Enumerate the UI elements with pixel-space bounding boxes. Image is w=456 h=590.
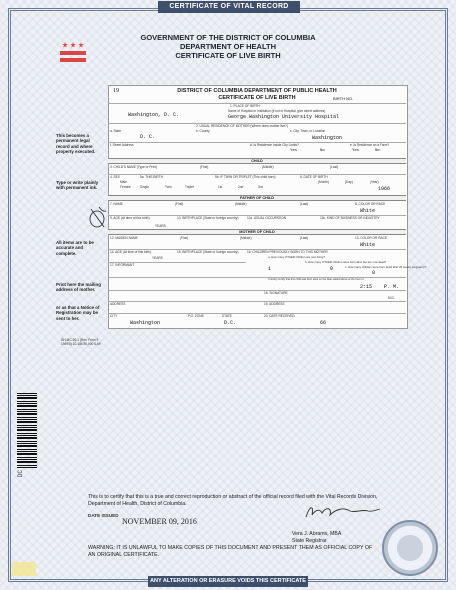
mother-middle-label: (Middle) [240,236,252,240]
form-year-prefix: 19 [113,88,119,94]
side-note-mailing: Print here the mailing address of mother. [56,282,101,293]
place-of-birth-label: 1. PLACE OF BIRTH [230,104,260,108]
farm-yes: Yes [352,149,360,153]
side-note-permanent: This becomes a permanent legal record and where property executed. [56,133,96,155]
dob-year-label: (Year) [370,180,379,184]
father-last-label: (Last) [300,202,309,206]
birth-hour: 2:15 [360,284,373,290]
birth-record-form [108,85,408,329]
mother-city-label: CITY [110,314,118,318]
city-town-value: Washington [312,135,343,141]
warning-statement: WARNING: IT IS UNLAWFUL TO MAKE COPIES OF THIS DOCUMENT AND PRESENT THEM AS OFFICIAL COPY OF AN ORIGINAL CERTIFICATE. [88,545,373,558]
mother-last-label: (Last) [300,236,309,240]
born-alive-statement: I hereby certify that this child was born alive on the date stated above at the hour of [268,278,364,281]
children-fetal-label: c. How many children were born dead after 20 weeks pregnancy? [345,265,427,269]
po-zone-label: P.O. ZONE [188,314,204,318]
birth-order-1st: 1st [218,185,223,189]
inside-limits-yes: Yes [290,149,298,153]
father-age-years: YEARS [155,224,166,228]
date-received-value: 66 [320,320,327,326]
form-title-certificate: CERTIFICATE OF LIVE BIRTH [218,95,296,101]
form-title-department: DISTRICT OF COLUMBIA DEPARTMENT OF PUBLIC HEALTH [177,88,337,94]
informant-label: 17. INFORMANT [110,263,135,267]
street-label: f. Street Address [110,143,134,147]
birth-order-2nd: 2nd [238,185,244,189]
children-fetal-value: 0 [372,270,376,276]
date-issued-label: DATE ISSUED [88,513,119,518]
children-living-value: 1 [268,266,272,272]
birth-twin: Twin [165,185,172,189]
row-divider [108,301,406,302]
barcode-icon [17,393,37,468]
mother-address-label: ADDRESS [110,302,126,306]
header-government: GOVERNMENT OF THE DISTRICT OF COLUMBIA [140,33,316,42]
city-town-label: c. City, Town, or Location [290,129,326,133]
header-department: DEPARTMENT OF HEALTH [180,42,276,51]
sex-male: Male [120,180,127,184]
father-occupation-label: 11a. USUAL OCCUPATION [247,216,287,220]
father-industry-label: 11b. KIND OF BUSINESS OR INDUSTRY [320,216,380,220]
top-banner: CERTIFICATE OF VITAL RECORD [158,1,300,13]
dob-day-label: (Day) [345,180,353,184]
farm-label: e. Is Residence on a Farm? [350,143,390,147]
inside-limits-no: No [320,149,325,153]
state-label: a. State [110,129,121,133]
child-middle-label: (Middle) [262,165,274,169]
md-label: M.D. [388,296,395,300]
registrar-block [292,531,341,544]
state-value: D. C. [140,134,156,140]
registrar-signature-icon [302,501,382,523]
children-living-label: a. How many OTHER children are now living? [268,255,325,259]
child-section-header: CHILD [108,158,406,164]
date-received-label: 20. DATE RECEIVED [264,314,295,318]
mother-section-header: MOTHER OF CHILD [108,229,406,235]
attendant-address-label: 19. ADDRESS [264,302,285,306]
father-birthplace-label: 10. BIRTHPLACE (State or foreign country) [177,216,239,220]
child-name-label: 3. CHILD'S NAME (Type or Print) [110,165,158,169]
father-color-value: White [360,208,376,214]
sex-label: 4. SEX [110,175,120,179]
dob-year-value: 1966 [378,186,391,192]
father-section-header: FATHER OF CHILD [108,195,406,201]
registrar-name: Vera J. Abrams, MBA [292,531,342,537]
inside-limits-label: d. Is Residence Inside City Limits? [250,143,299,147]
birth-city: Washington, D. C. [128,112,180,118]
form-number: DH-MC-99-1 (Rev. Form 9 1949/5) 10-186 50,000 5-69 [61,338,101,346]
highlight-mark [12,562,36,576]
birth-single: Single [140,185,149,189]
farm-no: No [375,149,380,153]
bottom-banner: ANY ALTERATION OR ERASURE VOIDS THIS CERTIFICATE [148,576,308,587]
birth-number-label: BIRTH NO. [333,96,354,101]
dob-month-label: (Month) [318,180,329,184]
mother-age-label: 14. AGE (At time of this birth) [110,250,152,254]
birth-order-3rd: 3rd [258,185,263,189]
row-divider [108,313,406,314]
certification-statement: This is to certify that this is a true and correct reproduction or abstract of the official record filed with the Vital Records Division, Department of Health, District of Columbia. [88,494,378,507]
child-last-label: (Last) [330,165,339,169]
sex-female: Female [120,185,131,189]
county-label: b. County [196,129,210,133]
children-dead-value: 0 [330,266,334,272]
father-name-label: 7. NAME [110,202,123,206]
mother-name-label: 12. MAIDEN NAME [110,236,138,240]
children-dead-label: b. How many OTHER children were born alive but are now dead? [305,260,387,264]
handwritten-mark-icon [86,205,110,231]
side-code: DC [17,470,24,478]
row-divider [108,290,406,291]
mother-color-label: 13. COLOR OR RACE [355,236,388,240]
residence-label: 2. USUAL RESIDENCE OF MOTHER (Where does mother live?) [196,124,288,128]
hospital-name: George Washington University Hospital [228,114,340,120]
this-birth-label: 5a. THIS BIRTH [140,175,163,179]
father-middle-label: (Middle) [235,202,247,206]
child-first-label: (First) [200,165,209,169]
mother-city-value: Washington [130,320,161,326]
signature-label: 18. SIGNATURE [264,291,288,295]
registrar-title: State Registrar [292,537,327,544]
father-color-label: 8. COLOR OR RACE [355,202,386,206]
district-seal-icon [382,520,438,576]
header-certificate-title: CERTIFICATE OF LIVE BIRTH [175,51,281,60]
side-note-notice: or as that a Notice of Registration may be sent to her. [56,305,100,321]
twin-triplet-label: 5b. IF TWIN OR TRIPLET (This child born) [215,175,276,179]
birth-ampm: P. M. [384,284,400,290]
mother-age-years: YEARS [152,256,163,260]
mother-state-label: STATE [222,314,232,318]
mother-first-label: (First) [180,236,189,240]
father-first-label: (First) [175,202,184,206]
father-age-label: 9. AGE (At time of this birth) [110,216,150,220]
birth-triplet: Triplet [185,185,194,189]
date-of-birth-label: 6. DATE OF BIRTH [300,175,328,179]
mother-birthplace-label: 15. BIRTHPLACE (State or foreign country) [177,250,239,254]
side-note-ink: Type or write plainly with permanent ink. [56,180,99,191]
hospital-label: Name of Hospital or Institution (If not in Hospital, give street address) [228,109,326,113]
children-prev-label: 16. CHILDREN PREVIOUSLY BORN TO THIS MOTHER [247,250,328,254]
mother-color-value: White [360,242,376,248]
date-issued-value: NOVEMBER 09, 2016 [122,517,197,526]
side-note-complete: All items are to be accurate and complete. [56,240,94,256]
mother-state-value: D.C. [224,320,237,326]
